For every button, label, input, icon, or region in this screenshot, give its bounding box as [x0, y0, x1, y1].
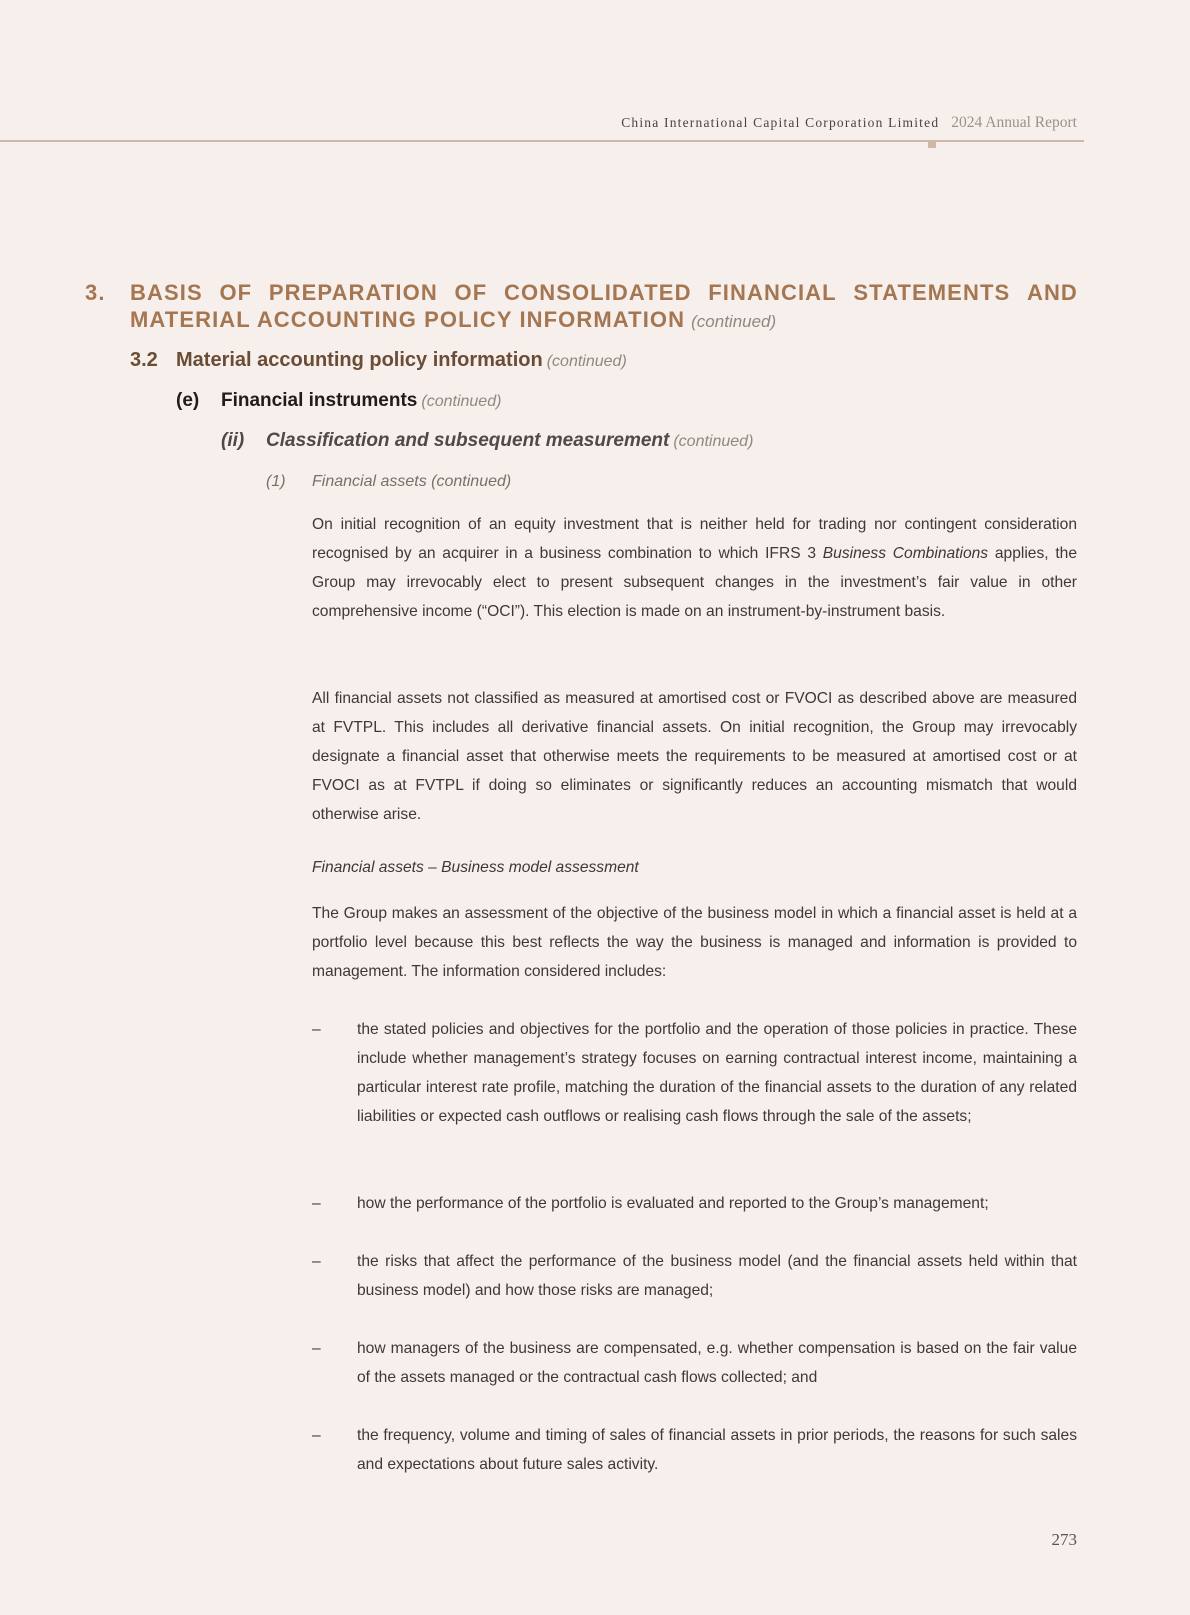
paragraph-fvtpl: All financial assets not classified as measured at amortised cost or FVOCI as described above are measured at FVTPL. This includes all derivative financial assets. On initial recognition, the Group may irrevocably designate a financial asset that otherwise meets the requirements to be measured at amortised cost or at FVOCI as at FVTPL if doing so eliminates or significantly reduces an accounting mismatch that would otherwise arise.	[312, 690, 1077, 823]
section-continued: (continued)	[691, 312, 777, 331]
item-e-heading	[176, 390, 501, 412]
list-item	[312, 1015, 1077, 1131]
item-ii-heading	[221, 430, 753, 452]
item-1-heading	[266, 473, 511, 491]
paragraph1-italic-term: Business Combinations	[822, 545, 989, 562]
list-item-text: the stated policies and objectives for the portfolio and the operation of those policies in practice. These include whether management’s strategy focuses on earning contractual interest income, maintaining a particular interest rate profile, matching the duration of the financial assets to the duration of any related liabilities or expected cash outflows or realising cash flows through the sale of the assets;	[357, 1021, 1077, 1125]
list-item	[312, 1421, 1077, 1479]
header-company-name: China International Capital Corporation Limited	[621, 115, 940, 130]
section-title-word: BASIS	[130, 280, 203, 305]
section-title-word: FINANCIAL	[708, 280, 837, 305]
bullet-dash: –	[312, 1021, 321, 1038]
subsection-continued: (continued)	[546, 353, 627, 370]
paragraph-equity-investment	[312, 510, 1077, 626]
paragraph-assessment: The Group makes an assessment of the objective of the business model in which a financial asset is held at a portfolio level because this best reflects the way the business is managed and information is provided to management. The information considered includes:	[312, 905, 1077, 980]
bullet-dash: –	[312, 1427, 321, 1444]
section-title-word: OF	[219, 280, 253, 305]
bullet-dash: –	[312, 1195, 321, 1212]
section-title-word: STATEMENTS	[853, 280, 1011, 305]
section-title-line2	[130, 307, 776, 333]
page-header	[0, 112, 1084, 142]
section-title-word: CONSOLIDATED	[504, 280, 692, 305]
list-item-text: the risks that affect the performance of the business model (and the financial assets held within that business model) and how those risks are managed;	[357, 1253, 1077, 1299]
paragraph1-text-b: applies, the Group may irrevocably elect to present subsequent changes in the investment’s fair value in other comprehensive income (“OCI”). This election is made on an instrument-by-instrument basis.	[312, 545, 1078, 620]
section-title-word: AND	[1026, 280, 1078, 305]
list-item	[312, 1189, 1077, 1218]
list-item	[312, 1334, 1077, 1392]
section-title-word: PREPARATION	[268, 280, 438, 305]
list-item	[312, 1247, 1077, 1305]
item-e-title: Financial instruments	[221, 390, 418, 411]
item-ii-continued: (continued)	[673, 433, 754, 450]
section-title-line1	[130, 280, 1078, 306]
page-number: 273	[1051, 1530, 1077, 1549]
list-item-text: the frequency, volume and timing of sales of financial assets in prior periods, the reasons for such sales and expectations about future sales activity.	[357, 1427, 1077, 1473]
subsection-number: 3.2	[130, 349, 158, 371]
subheading-business-model: Financial assets – Business model assessment	[312, 859, 639, 876]
item-e-continued: (continued)	[421, 393, 502, 410]
header-marker	[928, 140, 936, 148]
list-item-text: how the performance of the portfolio is evaluated and reported to the Group’s management;	[357, 1195, 989, 1212]
header-rule	[0, 140, 1084, 142]
item-1-title: Financial assets (continued)	[312, 473, 512, 490]
header-text	[621, 114, 1077, 132]
section-title-line2-text: MATERIAL ACCOUNTING POLICY INFORMATION	[130, 307, 686, 332]
item-1-number: (1)	[266, 473, 286, 490]
item-ii-number: (ii)	[221, 430, 245, 451]
subsection-heading	[130, 349, 627, 372]
item-ii-title: Classification and subsequent measurement	[266, 430, 670, 451]
section-number: 3.	[85, 280, 106, 305]
list-item-text: how managers of the business are compensated, e.g. whether compensation is based on the fair value of the assets managed or the contractual cash flows collected; and	[357, 1340, 1077, 1386]
header-report-title: 2024 Annual Report	[951, 114, 1077, 131]
section-title-word: OF	[454, 280, 488, 305]
bullet-dash: –	[312, 1253, 321, 1270]
bullet-dash: –	[312, 1340, 321, 1357]
subsection-title: Material accounting policy information	[176, 349, 543, 371]
paragraph1-text-a: On initial recognition of an equity investment that is neither held for trading nor contingent consideration recognised by an acquirer in a business combination to which IFRS 3	[312, 516, 1077, 562]
item-e-number: (e)	[176, 390, 200, 411]
